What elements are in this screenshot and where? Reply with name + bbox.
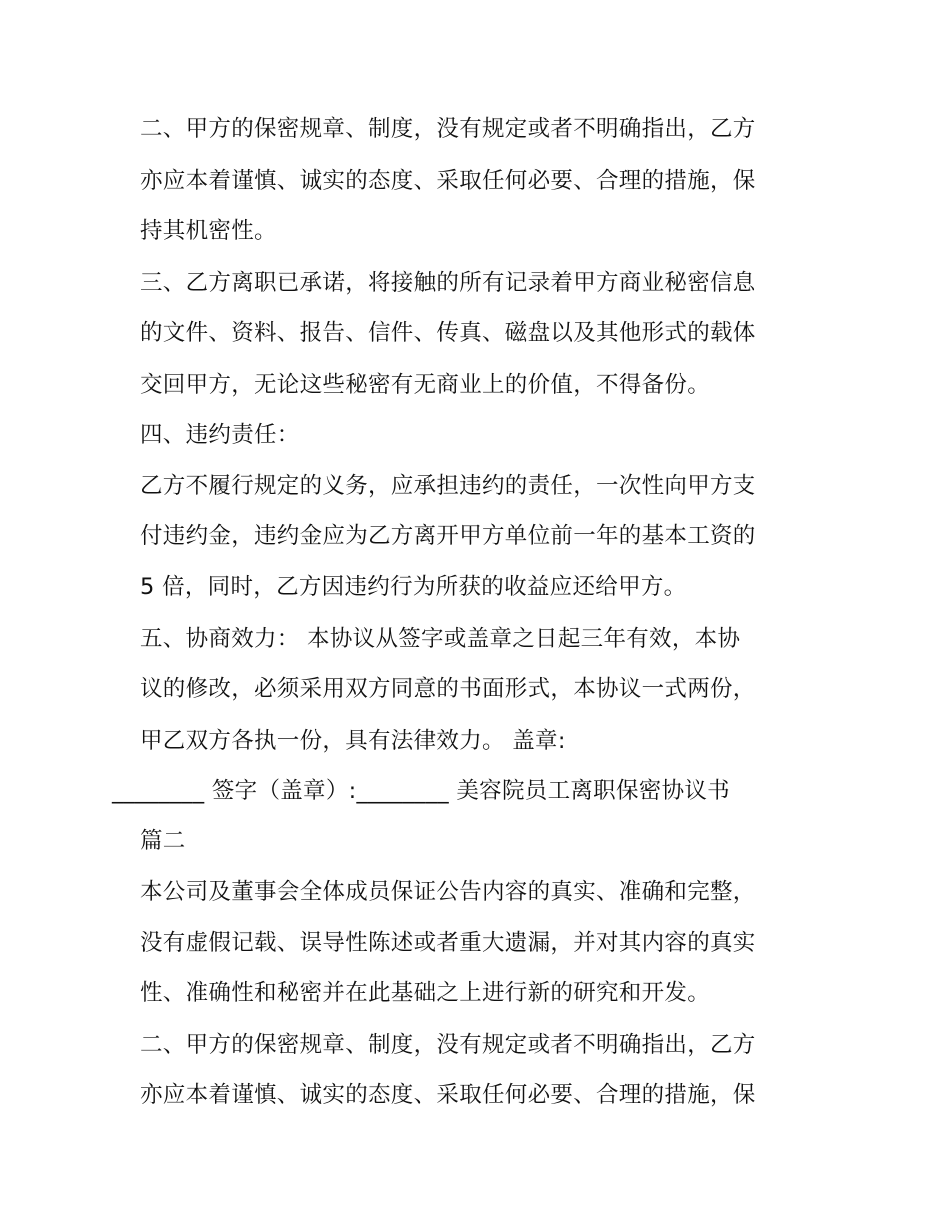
- text-line: 本公司及董事会全体成员保证公告内容的真实、准确和完整，: [140, 879, 756, 905]
- text-line: 持其机密性。: [140, 218, 277, 244]
- text-line: 三、乙方离职已承诺，将接触的所有记录着甲方商业秘密信息: [140, 270, 756, 296]
- text-line: 二、甲方的保密规章、制度，没有规定或者不明确指出，乙方: [140, 116, 756, 142]
- text-line: 亦应本着谨慎、诚实的态度、采取任何必要、合理的措施，保: [140, 1082, 756, 1108]
- text-line: 付违约金，违约金应为乙方离开甲方单位前一年的基本工资的: [140, 523, 756, 549]
- section-heading: 篇二: [140, 828, 186, 854]
- section-heading: 四、违约责任：: [140, 422, 300, 448]
- text-line: 甲乙双方各执一份，具有法律效力。 盖章:: [140, 728, 566, 754]
- text-line: 二、甲方的保密规章、制度，没有规定或者不明确指出，乙方: [140, 1032, 756, 1058]
- text-line: 性、准确性和秘密并在此基础之上进行新的研究和开发。: [140, 980, 711, 1006]
- text-line: 5 倍，同时，乙方因违约行为所获的收益应还给甲方。: [140, 574, 687, 600]
- text-line: 亦应本着谨慎、诚实的态度、采取任何必要、合理的措施，保: [140, 168, 756, 194]
- text-line: 五、协商效力： 本协议从签字或盖章之日起三年有效，本协: [140, 626, 741, 652]
- text-line: 的文件、资料、报告、信件、传真、磁盘以及其他形式的载体: [140, 320, 756, 346]
- text-line: 议的修改，必须采用双方同意的书面形式，本协议一式两份，: [140, 676, 756, 702]
- text-line: 乙方不履行规定的义务，应承担违约的责任，一次性向甲方支: [140, 473, 756, 499]
- signature-line: ________ 签字（盖章）:________ 美容院员工离职保密协议书: [112, 778, 730, 804]
- text-line: 交回甲方，无论这些秘密有无商业上的价值，不得备份。: [140, 372, 711, 398]
- text-line: 没有虚假记载、误导性陈述或者重大遗漏，并对其内容的真实: [140, 930, 756, 956]
